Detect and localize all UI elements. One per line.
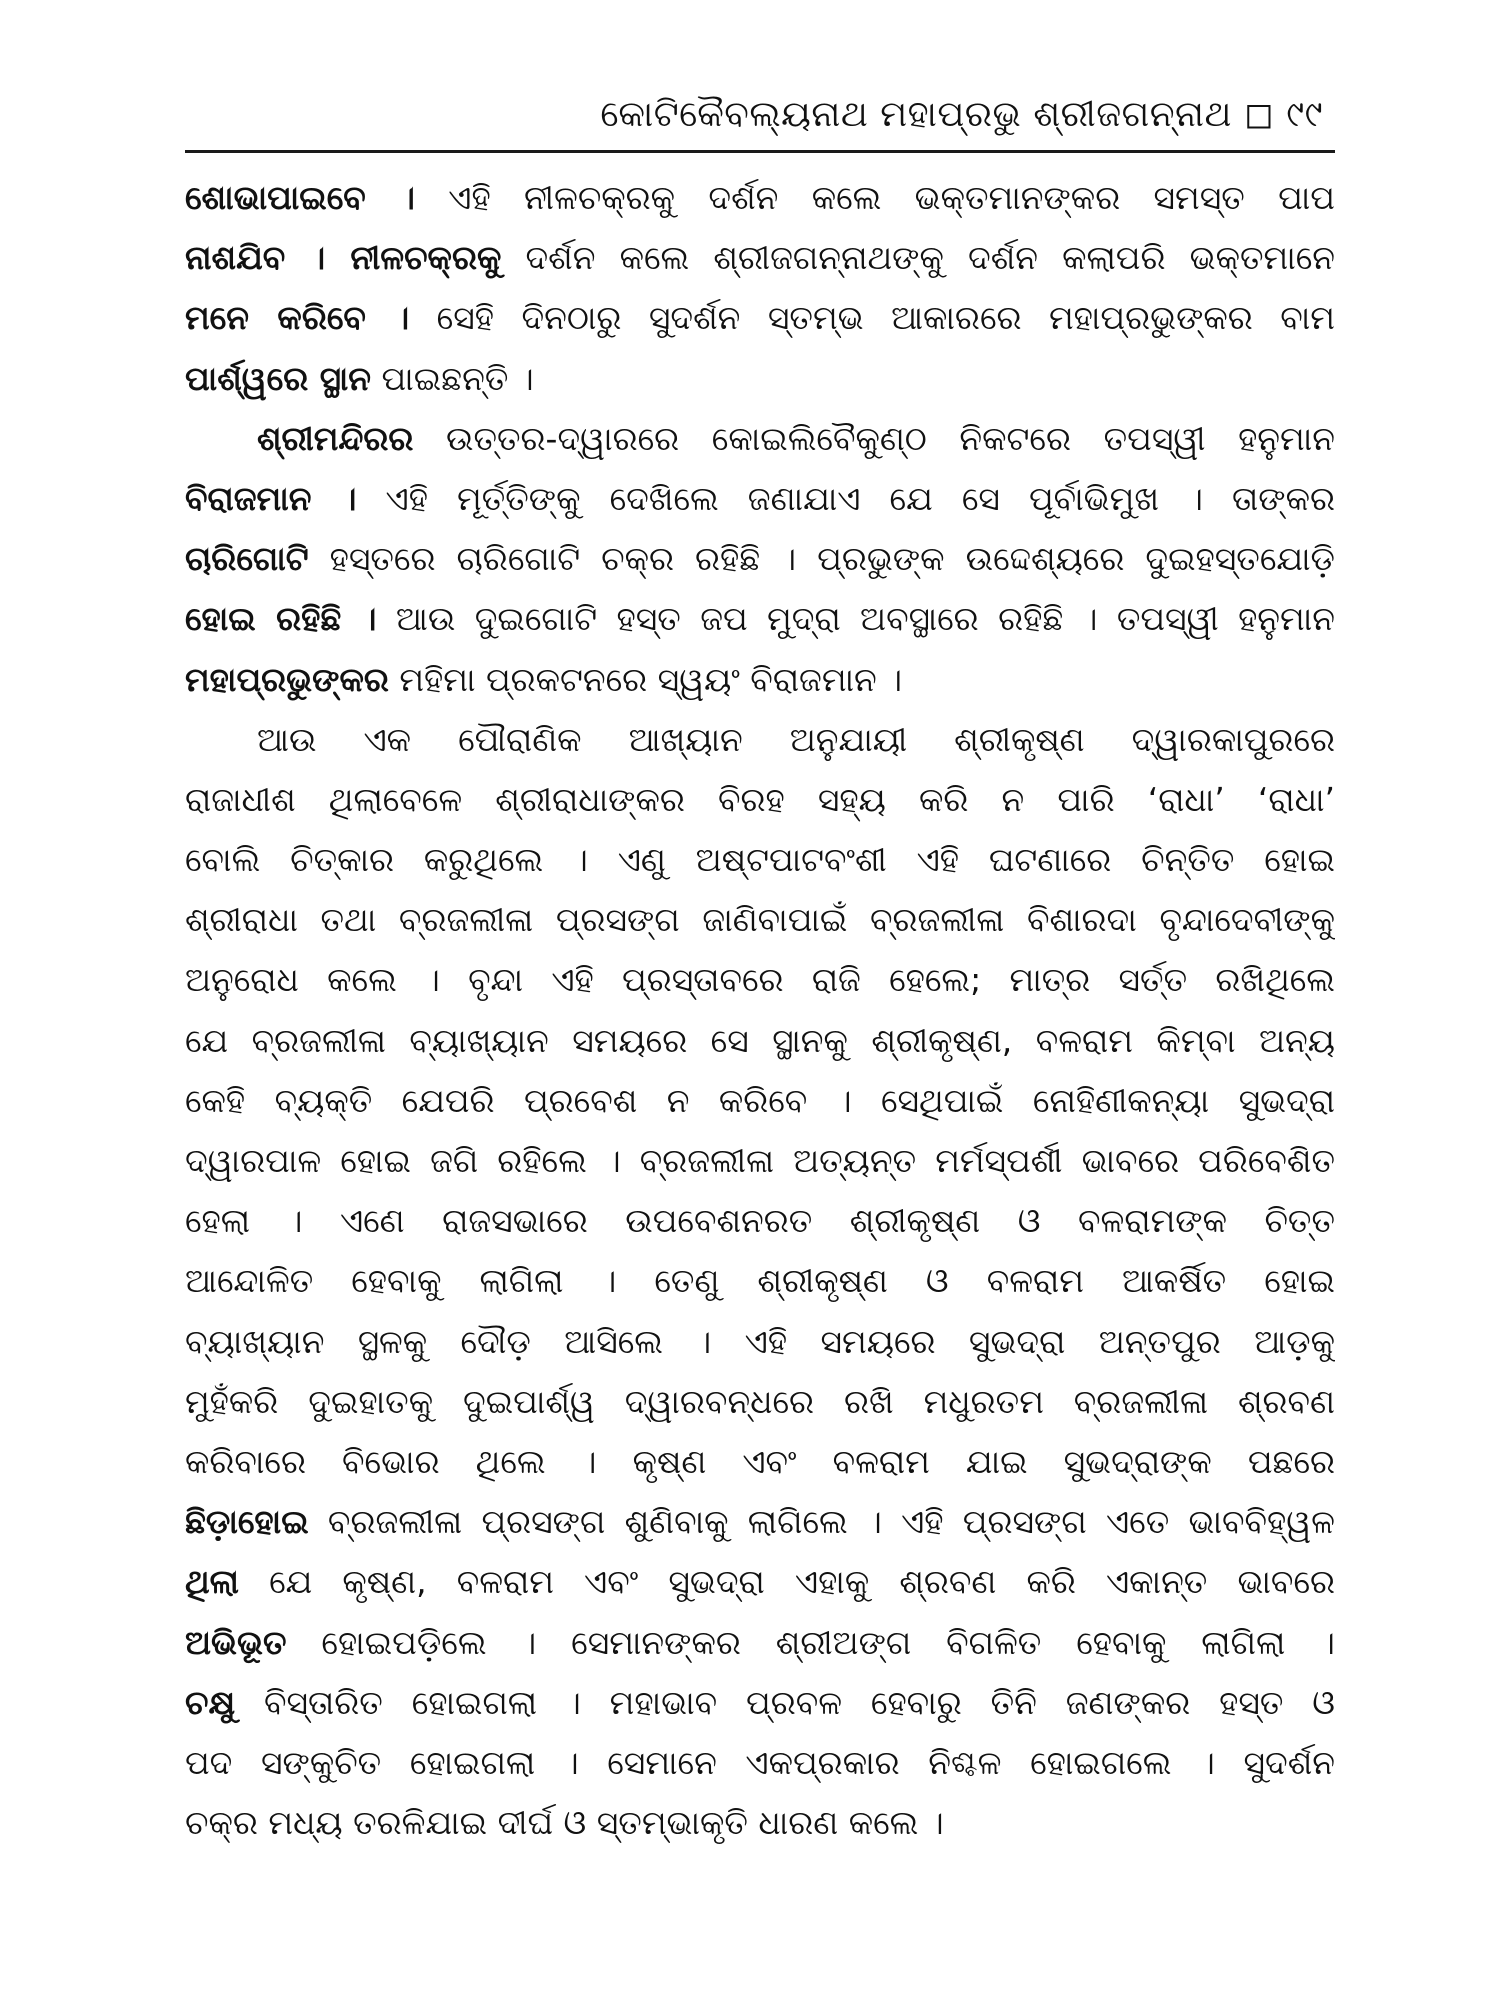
text-line: ଥିଲା ଯେ କୃଷ୍ଣ, ବଳରାମ ଏବଂ ସୁଭଦ୍ରା ଏହାକୁ ଶ୍ରବଣ କରି ଏକାନ୍ତ ଭାବରେ	[185, 1562, 1335, 1602]
text-line: ଯେ ବ୍ରଜଲୀଳା ବ୍ୟାଖ୍ୟାନ ସମୟରେ ସେ ସ୍ଥାନକୁ ଶ୍ରୀକୃଷ୍ଣ, ବଳରାମ କିମ୍ବା ଅନ୍ୟ	[185, 1020, 1335, 1060]
text-line: ବିରାଜମାନ । ଏହି ମୂର୍ତ୍ତିଙ୍କୁ ଦେଖିଲେ ଜଣାଯାଏ ଯେ ସେ ପୂର୍ବାଭିମୁଖ । ତାଙ୍କର	[185, 478, 1335, 518]
paragraph-start-line: ଆଉ ଏକ ପୌରାଣିକ ଆଖ୍ୟାନ ଅନୁଯାୟୀ ଶ୍ରୀକୃଷ୍ଣ ଦ୍ୱାରକାପୁରରେ	[257, 719, 1335, 759]
text-line: ମନେ କରିବେ । ସେହି ଦିନଠାରୁ ସୁଦର୍ଶନ ସ୍ତମ୍ଭ ଆକାରରେ ମହାପ୍ରଭୁଙ୍କର ବାମ	[185, 298, 1335, 338]
text-line: ହେଲା । ଏଣେ ରାଜସଭାରେ ଉପବେଶନରତ ଶ୍ରୀକୃଷ୍ଣ ଓ ବଳରାମଙ୍କ ଚିତ୍ତ	[185, 1201, 1335, 1241]
paragraph-start-line: ଶ୍ରୀମନ୍ଦିରର ଉତ୍ତର-ଦ୍ୱାରରେ କୋଇଲିବୈକୁଣ୍ଠ ନିକଟରେ ତପସ୍ୱୀ ହନୁମାନ	[257, 418, 1335, 458]
paragraph-end-line: ମହାପ୍ରଭୁଙ୍କର ମହିମା ପ୍ରକଟନରେ ସ୍ୱୟଂ ବିରାଜମାନ ।	[185, 659, 903, 699]
text-line: ଚାରିଗୋଟି ହସ୍ତରେ ଚାରିଗୋଟି ଚକ୍ର ରହିଛି । ପ୍ରଭୁଙ୍କ ଉଦ୍ଦେଶ୍ୟରେ ଦୁଇହସ୍ତଯୋଡ଼ି	[185, 539, 1335, 579]
text-line: କେହି ବ୍ୟକ୍ତି ଯେପରି ପ୍ରବେଶ ନ କରିବେ । ସେଥିପାଇଁ ନୋହିଣୀକନ୍ୟା ସୁଭଦ୍ରା	[185, 1080, 1335, 1120]
text-line: ରାଜାଧୀଶ ଥିଲାବେଳେ ଶ୍ରୀରାଧାଙ୍କର ବିରହ ସହ୍ୟ କରି ନ ପାରି ‘ରାଧା’ ‘ରାଧା’	[185, 779, 1335, 819]
text-line: ନାଶଯିବ । ନୀଳଚକ୍ରକୁ ଦର୍ଶନ କଲେ ଶ୍ରୀଜଗନ୍ନାଥଙ୍କୁ ଦର୍ଶନ କଲାପରି ଭକ୍ତମାନେ	[185, 238, 1335, 278]
text-line: ଚକ୍ଷୁ ବିସ୍ତାରିତ ହୋଇଗଲା । ମହାଭାବ ପ୍ରବଳ ହେବାରୁ ତିନି ଜଣଙ୍କର ହସ୍ତ ଓ	[185, 1682, 1335, 1722]
paragraph-end-line: ଚକ୍ର ମଧ୍ୟ ତରଳିଯାଇ ଦୀର୍ଘ ଓ ସ୍ତମ୍ଭାକୃତି ଧାରଣ କଲେ ।	[185, 1803, 944, 1843]
text-line: ଛିଡ଼ାହୋଇ ବ୍ରଜଲୀଳା ପ୍ରସଙ୍ଗ ଶୁଣିବାକୁ ଲାଗିଲେ । ଏହି ପ୍ରସଙ୍ଗ ଏତେ ଭାବବିହ୍ୱଳ	[185, 1502, 1335, 1542]
text-line: ଶ୍ରୀରାଧା ତଥା ବ୍ରଜଲୀଳା ପ୍ରସଙ୍ଗ ଜାଣିବାପାଇଁ ବ୍ରଜଲୀଳା ବିଶାରଦା ବୃନ୍ଦାଦେବୀଙ୍କୁ	[185, 900, 1335, 940]
text-line: ବୋଲି ଚିତ୍କାର କରୁଥିଲେ । ଏଣୁ ଅଷ୍ଟପାଟବଂଶୀ ଏହି ଘଟଣାରେ ଚିନ୍ତିତ ହୋଇ	[185, 840, 1335, 880]
text-line: ଅଭିଭୂତ ହୋଇପଡ଼ିଲେ । ସେମାନଙ୍କର ଶ୍ରୀଅଙ୍ଗ ବିଗଳିତ ହେବାକୁ ଲାଗିଲା ।	[185, 1622, 1335, 1662]
text-line: ଦ୍ୱାରପାଳ ହୋଇ ଜଗି ରହିଲେ । ବ୍ରଜଲୀଳା ଅତ୍ୟନ୍ତ ମର୍ମସ୍ପର୍ଶୀ ଭାବରେ ପରିବେଶିତ	[185, 1141, 1335, 1180]
text-line: ଶୋଭାପାଇବେ । ଏହି ନୀଳଚକ୍ରକୁ ଦର୍ଶନ କଲେ ଭକ୍ତମାନଙ୍କର ସମସ୍ତ ପାପ	[185, 178, 1335, 217]
page-header	[185, 92, 1335, 153]
running-head: କୋଟିକୈବଲ୍ୟନାଥ ମହାପ୍ରଭୁ ଶ୍ରୀଜଗନ୍ନାଥ ◻ ୯୯	[600, 94, 1323, 135]
text-line: ଆନ୍ଦୋଳିତ ହେବାକୁ ଲାଗିଲା । ତେଣୁ ଶ୍ରୀକୃଷ୍ଣ ଓ ବଳରାମ ଆକର୍ଷିତ ହୋଇ	[185, 1261, 1335, 1301]
text-line: ପଦ ସଙ୍କୁଚିତ ହୋଇଗଲା । ସେମାନେ ଏକପ୍ରକାର ନିଶ୍ଚଳ ହୋଇଗଲେ । ସୁଦର୍ଶନ	[185, 1742, 1335, 1782]
paragraph-end-line: ପାର୍ଶ୍ୱରେ ସ୍ଥାନ ପାଇଛନ୍ତି ।	[185, 358, 534, 398]
text-line: କରିବାରେ ବିଭୋର ଥିଲେ । କୃଷ୍ଣ ଏବଂ ବଳରାମ ଯାଇ ସୁଭଦ୍ରାଙ୍କ ପଛରେ	[185, 1441, 1335, 1481]
text-line: ହୋଇ ରହିଛି । ଆଉ ଦୁଇଗୋଟି ହସ୍ତ ଜପ ମୁଦ୍ରା ଅବସ୍ଥାରେ ରହିଛି । ତପସ୍ୱୀ ହନୁମାନ	[185, 599, 1335, 639]
text-line: ବ୍ୟାଖ୍ୟାନ ସ୍ଥଳକୁ ଦୌଡ଼ ଆସିଲେ । ଏହି ସମୟରେ ସୁଭଦ୍ରା ଅନ୍ତପୁର ଆଡ଼କୁ	[185, 1321, 1335, 1361]
text-line: ଅନୁରୋଧ କଲେ । ବୃନ୍ଦା ଏହି ପ୍ରସ୍ତାବରେ ରାଜି ହେଲେ; ମାତ୍ର ସର୍ତ୍ତ ରଖିଥିଲେ	[185, 960, 1335, 1000]
body-text	[185, 168, 1335, 1853]
text-line: ମୁହଁକରି ଦୁଇହାତକୁ ଦୁଇପାର୍ଶ୍ୱ ଦ୍ୱାରବନ୍ଧରେ ରଖି ମଧୁରତମ ବ୍ରଜଲୀଳା ଶ୍ରବଣ	[185, 1381, 1335, 1421]
